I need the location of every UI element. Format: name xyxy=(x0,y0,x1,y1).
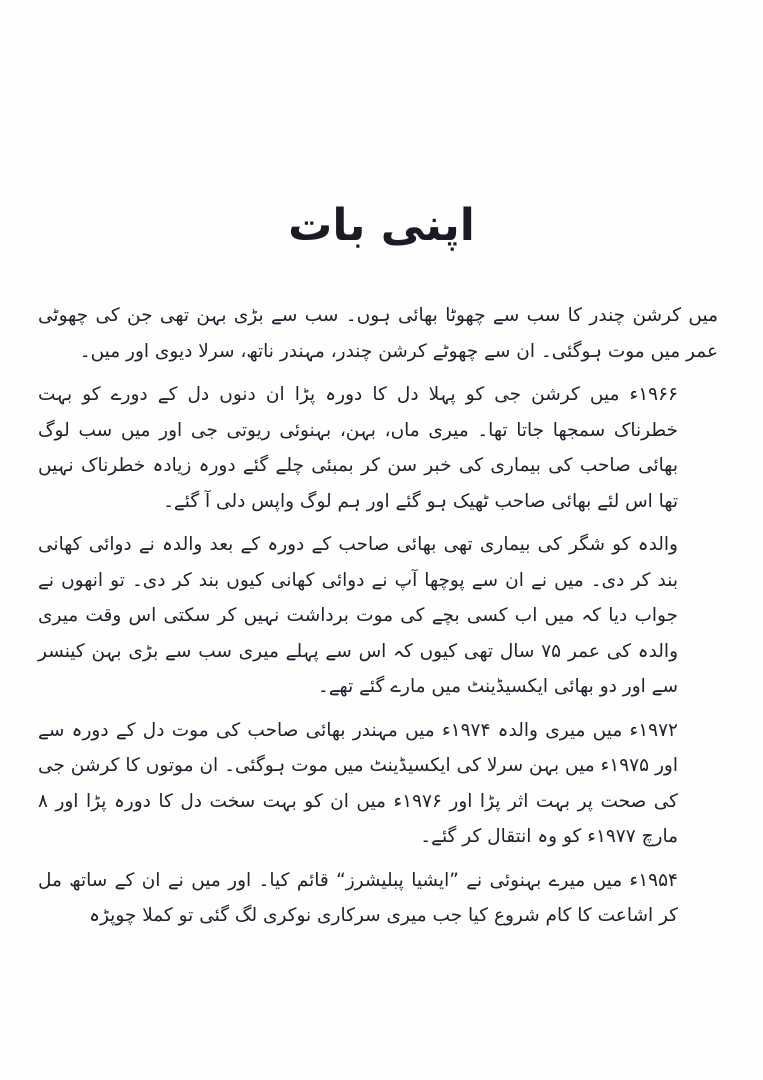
paragraph-3: والدہ کو شگر کی بیماری تھی بھائی صاحب کے دورہ کے بعد والدہ نے دوائی کھانی بند کر دی۔ میں نے ان سے پوچھا آپ نے دوائی کھانی کیوں بند کر دی۔ تو انھوں نے جواب دیا کہ میں اب کسی بچے کی موت برداشت نہیں کر سکتی اس وقت میری والدہ کی عمر ۷۵ سال تھی کیوں کہ اس سے پہلے میری سب سے بڑی بہن کینسر سے اور دو بھائی ایکسیڈینٹ میں مارے گئے تھے۔ xyxy=(38,534,678,697)
paragraph-2: ۱۹۶۶ء میں کرشن جی کو پہلا دل کا دورہ پڑا ان دنوں دل کے دورے کو بہت خطرناک سمجھا جاتا تھا۔ میری ماں، بہن، بہنوئی ریوتی جی اور میں سب لوگ بھائی صاحب کی بیماری کی خبر سن کر بمبئی چلے گئے دورہ زیادہ خطرناک نہیں تھا اس لئے بھائی صاحب ٹھیک ہو گئے اور ہم لوگ واپس دلی آ گئے۔ xyxy=(38,384,678,512)
paragraph-1: میں کرشن چندر کا سب سے چھوٹا بھائی ہوں۔ سب سے بڑی بہن تھی جن کی چھوٹی عمر میں موت ہوگئی۔ ان سے چھوٹے کرشن چندر، مہندر ناتھ، سرلا دیوی اور میں۔ xyxy=(38,305,718,362)
paragraph-4: ۱۹۷۲ء میں میری والدہ ۱۹۷۴ء میں مہندر بھائی صاحب کی موت دل کے دورہ سے اور ۱۹۷۵ء میں بہن سرلا کی ایکسیڈینٹ میں موت ہوگئی۔ ان موتوں کا کرشن جی کی صحت پر بہت اثر پڑا اور ۱۹۷۶ء میں ان کو بہت سخت دل کا دورہ پڑا اور ۸ مارچ ۱۹۷۷ء کو وہ انتقال کر گئے۔ xyxy=(38,719,678,847)
body-text xyxy=(38,298,718,934)
page-title: اپنی بات xyxy=(288,200,475,251)
paragraph-5: ۱۹۵۴ء میں میرے بہنوئی نے ”ایشیا پبلیشرز“ قائم کیا۔ اور میں نے ان کے ساتھ مل کر اشاعت کا کام شروع کیا جب میری سرکاری نوکری لگ گئی تو کملا چوپڑہ xyxy=(38,869,678,926)
